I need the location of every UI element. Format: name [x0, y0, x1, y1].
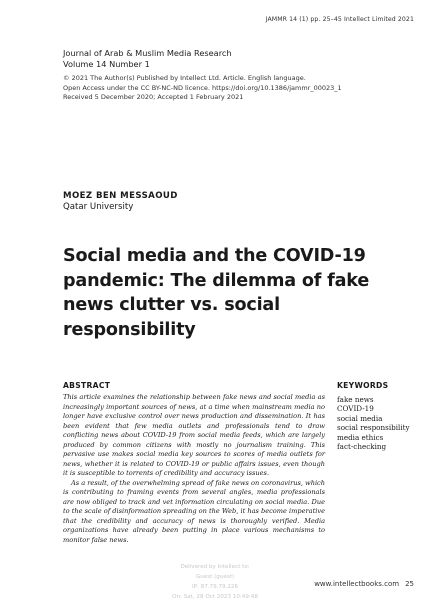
watermark-line: Delivered by Intellect to: [180, 564, 250, 570]
watermark-line: On: Sat, 28 Oct 2023 10:49:48 [172, 594, 258, 600]
journal-info [63, 48, 403, 103]
abstract-paragraph: As a result, of the overwhelming spread of fake news on coronavirus, which is contributing to framing events from several angles, media professionals are now obliged to track and vet information circulating on social media. Due to the scale of disinformation spreading on the Web, it has become imperative that the credibility and accuracy of news is thoroughly verified. Media organizations have already been putting in place various mechanisms to monitor false news. [63, 478, 325, 544]
keywords-heading: KEYWORDS [337, 381, 389, 390]
footer-url[interactable]: www.intellectbooks.com [314, 580, 400, 588]
delivery-watermark [160, 562, 270, 602]
keyword-item: COVID-19 [337, 404, 374, 414]
journal-title: Journal of Arab & Muslim Media Research [63, 48, 232, 58]
author-name: MOEZ BEN MESSAOUD [63, 191, 178, 201]
running-head: JAMMR 14 (1) pp. 25–45 Intellect Limited 2021 [265, 16, 414, 23]
abstract-heading: ABSTRACT [63, 381, 111, 390]
copyright-line: © 2021 The Author(s) Published by Intellect Ltd. Article. English language. [63, 74, 306, 82]
keyword-item: social responsibility [337, 423, 410, 433]
keyword-item: fake news [337, 395, 374, 404]
page-number: 25 [405, 580, 414, 588]
keywords-list [337, 395, 410, 451]
received-line: Received 5 December 2020; Accepted 1 February 2021 [63, 93, 244, 102]
keyword-item: media ethics [337, 432, 384, 442]
watermark-line: IP: 87.79.79.226 [191, 584, 239, 590]
article-title: Social media and the COVID-19 pandemic: The dilemma of fake news clutter vs. social responsibility [63, 246, 370, 340]
author-affiliation: Qatar University [63, 202, 134, 212]
license-line: Open Access under the CC BY-NC-ND licence. https://doi.org/10.1386/jammr_00023_1 [63, 83, 342, 92]
author-block [63, 190, 178, 213]
keyword-item: fact-checking [337, 442, 387, 452]
journal-volume: Volume 14 Number 1 [63, 59, 150, 69]
keyword-item: social media [337, 413, 383, 423]
page-footer [314, 580, 414, 588]
abstract-body [63, 393, 325, 545]
abstract-paragraph: This article examines the relationship between fake news and social media as increasingly important sources of news, at a time when mainstream media no longer have exclusive control over news production and dissemination. It has been evident that few media outlets and professionals tend to draw conflicting news about COVID-19 from social media feeds, which are largely produced by common citizens with mostly no journalism training. This pervasive use makes social media key sources to scores of media outlets for news, whether it is related to COVID-19 or public affairs issues, even though it is susceptible to torrents of credibility and accuracy issues. [63, 393, 325, 477]
watermark-line: Guest (guest) [195, 574, 235, 580]
